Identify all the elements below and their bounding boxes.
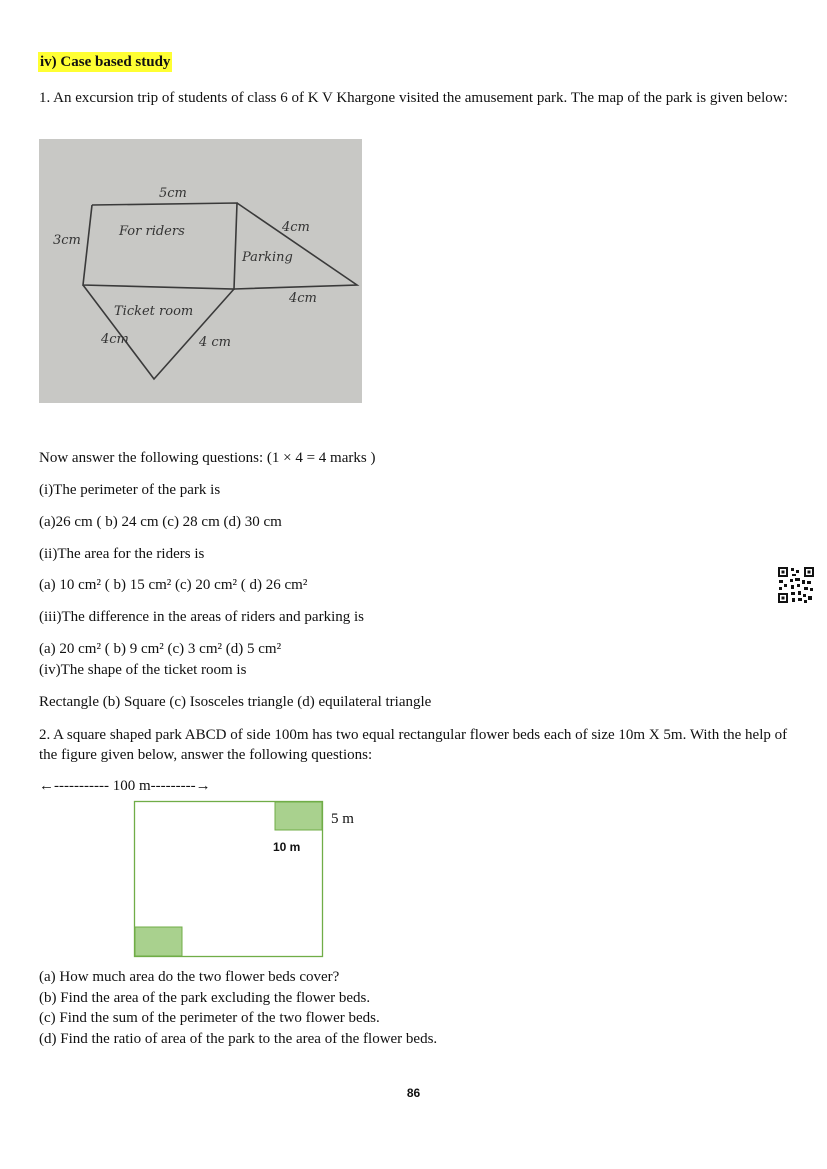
q1-intro: 1. An excursion trip of students of class 6 of K V Khargone visited the amusement park. The map of the park is given below: (39, 90, 788, 106)
section-heading: iv) Case based study (40, 54, 171, 70)
map-label-triangle-bottom: 4cm (289, 291, 317, 306)
flower-bed-top-right (275, 802, 322, 830)
q1-options-3: (a) 20 cm² ( b) 9 cm² (c) 3 cm² (d) 5 cm² (39, 641, 282, 657)
map-label-triangle-top: 4cm (282, 220, 310, 235)
park-map-drawing (39, 139, 362, 403)
bed-width-label: 10 m (273, 840, 301, 854)
qr-code-icon (777, 566, 815, 604)
map-label-ticket-right: 4 cm (199, 335, 232, 350)
q1-options-2: (a) 10 cm² ( b) 15 cm² (c) 20 cm² ( d) 26 cm² (39, 577, 308, 593)
q2-question-b: (b) Find the area of the park excluding the flower beds. (39, 990, 371, 1006)
height-label: 5 m (331, 811, 354, 827)
q1-options-4: Rectangle (b) Square (c) Isosceles triangle (d) equilateral triangle (39, 694, 432, 710)
q2-intro: 2. A square shaped park ABCD of side 100m has two equal rectangular flower beds each of size 10m X 5m. With the help of the figure given below, answer the following questions: (39, 727, 788, 763)
q1-question-1: (i)The perimeter of the park is (39, 482, 221, 498)
map-label-top: 5cm (159, 186, 187, 201)
flower-bed-bottom-left (135, 927, 182, 956)
q1-options-1: (a)26 cm ( b) 24 cm (c) 28 cm (d) 30 cm (39, 514, 282, 530)
map-label-ticket-left: 4cm (101, 332, 129, 347)
q1-question-4: (iv)The shape of the ticket room is (39, 662, 247, 678)
map-label-riders: For riders (119, 224, 185, 239)
page-number: 86 (406, 1086, 421, 1100)
map-label-parking: Parking (242, 250, 293, 265)
map-label-left: 3cm (53, 233, 81, 248)
park-map-photo (39, 139, 362, 403)
q1-instruction: Now answer the following questions: (1 × 4 = 4 marks ) (39, 450, 376, 466)
q2-question-d: (d) Find the ratio of area of the park to the area of the flower beds. (39, 1031, 438, 1047)
q2-question-a: (a) How much area do the two flower beds cover? (39, 969, 340, 985)
q2-width-label: ←----------- 100 m---------→ (39, 778, 211, 794)
q2-question-c: (c) Find the sum of the perimeter of the two flower beds. (39, 1010, 380, 1026)
q1-question-2: (ii)The area for the riders is (39, 546, 205, 562)
map-label-ticket: Ticket room (114, 304, 194, 319)
q1-question-3: (iii)The difference in the areas of riders and parking is (39, 609, 365, 625)
square-park-figure (39, 775, 439, 965)
